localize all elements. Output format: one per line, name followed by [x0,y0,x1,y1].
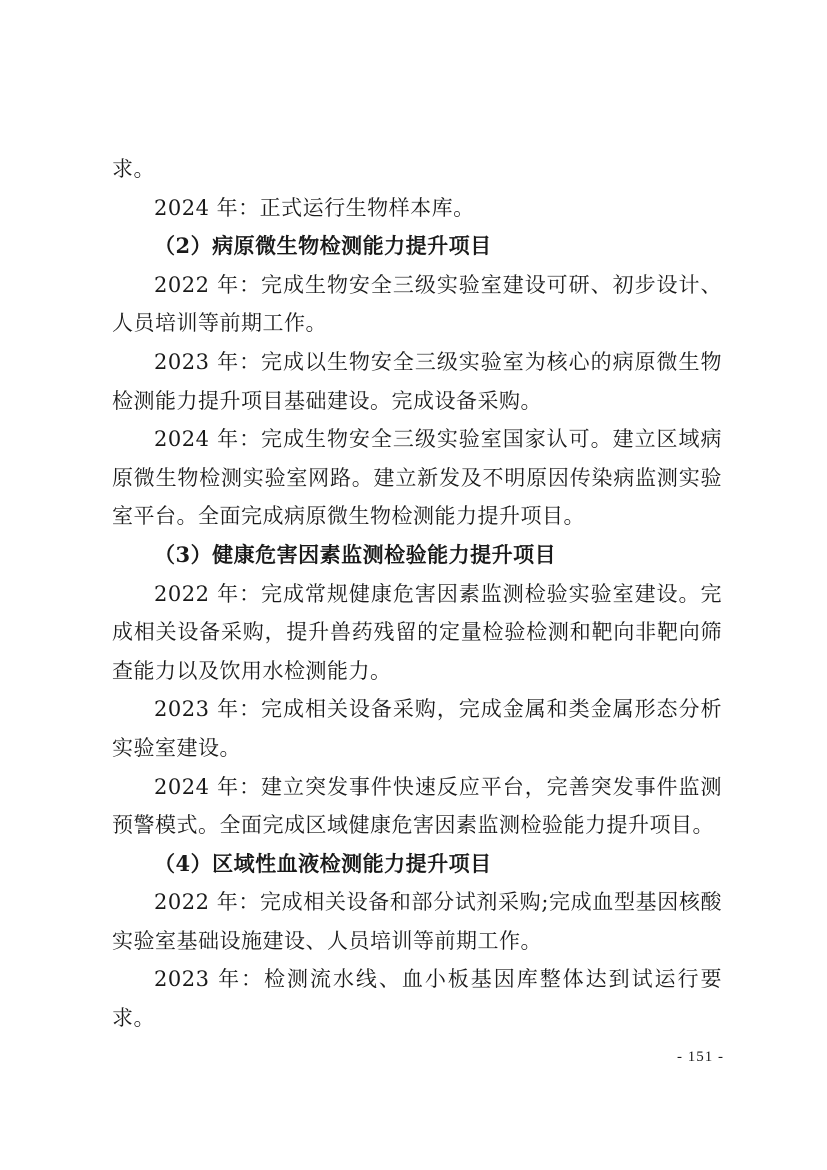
paragraph-hazard-2023: 2023 年：完成相关设备采购，完成金属和类金属形态分析实验室建设。 [112,697,722,760]
page-number: - 151 - [677,1049,724,1065]
paragraph-continuation: 求。 [112,157,155,181]
paragraph-blood-2023: 2023 年：检测流水线、血小板基因库整体达到试运行要求。 [112,967,722,1031]
paragraph-hazard-2024: 2024 年：建立突发事件快速反应平台，完善突发事件监测预警模式。全面完成区域健康危害因素监测检验能力提升项目。 [112,774,722,838]
document-body [112,150,722,1038]
paragraph-2024-biobank: 2024 年：正式运行生物样本库。 [154,195,475,220]
heading-pathogen-project: （2）病原微生物检测能力提升项目 [154,233,492,259]
heading-health-hazard-project: （3）健康危害因素监测检验能力提升项目 [154,541,557,567]
heading-blood-testing-project: （4）区域性血液检测能力提升项目 [154,850,492,876]
paragraph-pathogen-2023: 2023 年：完成以生物安全三级实验室为核心的病原微生物检测能力提升项目基础建设。完成设备采购。 [112,349,722,413]
paragraph-pathogen-2022: 2022 年：完成生物安全三级实验室建设可研、初步设计、人员培训等前期工作。 [112,272,722,336]
paragraph-hazard-2022: 2022 年：完成常规健康危害因素监测检验实验室建设。完成相关设备采购，提升兽药残留的定量检验检测和靶向非靶向筛查能力以及饮用水检测能力。 [112,581,722,683]
paragraph-pathogen-2024: 2024 年：完成生物安全三级实验室国家认可。建立区域病原微生物检测实验室网路。建立新发及不明原因传染病监测实验室平台。全面完成病原微生物检测能力提升项目。 [112,427,722,529]
paragraph-blood-2022: 2022 年：完成相关设备和部分试剂采购;完成血型基因核酸实验室基础设施建设、人员培训等前期工作。 [112,890,722,953]
